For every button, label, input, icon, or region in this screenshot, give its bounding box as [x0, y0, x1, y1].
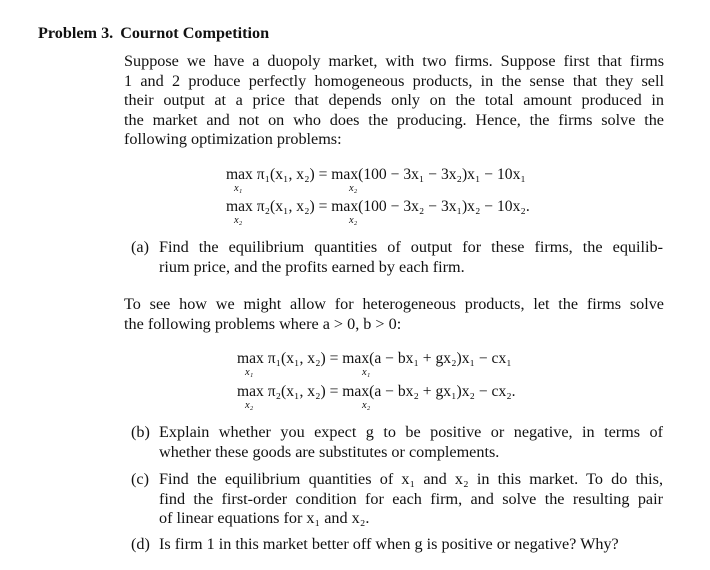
part-a-line: Find the equilibrium quantities of output for these firms, the equilib- — [159, 238, 663, 256]
part-d-label: (d) — [131, 535, 150, 553]
part-b-line: whether these goods are substitutes or complements. — [159, 442, 500, 461]
intro-line: their output at a price that depends only on the total amount produced in — [124, 91, 664, 110]
part-b-text — [159, 423, 663, 462]
equation-firm2-heterogeneous — [237, 383, 516, 411]
part-c-line: Find the equilibrium quantities of x₁ and x₂ in this market. To do this, — [159, 470, 663, 488]
part-c-line: of linear equations for x₁ and x₂. — [159, 509, 370, 528]
intro-line: the market and not on who does the producing. Hence, the firms solve the — [124, 110, 664, 129]
max-subscript: x₁ — [234, 183, 243, 194]
part-d-text — [159, 535, 663, 555]
part-b-line: Explain whether you expect g to be positive or negative, in terms of — [159, 423, 663, 441]
equation-text: max π₁(x₁, x₂) = max(100 − 3x₁ − 3x₂)x₁ − 10x₁ — [226, 166, 526, 183]
intro-paragraph — [124, 52, 664, 150]
part-c-text — [159, 470, 663, 529]
problem-heading — [38, 24, 269, 43]
part-d-line: Is firm 1 in this market better off when g is positive or negative? Why? — [159, 535, 619, 553]
equation-text: max π₁(x₁, x₂) = max(a − bx₁ + gx₂)x₁ − cx₁ — [237, 350, 512, 367]
equation-firm1-homogeneous — [226, 166, 526, 194]
intro-line: following optimization problems: — [124, 130, 342, 149]
equation-text: max π₂(x₁, x₂) = max(100 − 3x₂ − 3x₁)x₂ − 10x₂. — [226, 198, 530, 215]
max-subscript: x₂ — [349, 215, 358, 226]
max-subscript: x₁ — [362, 367, 371, 378]
equation-text: max π₂(x₁, x₂) = max(a − bx₂ + gx₁)x₂ − cx₂. — [237, 383, 516, 400]
equation-firm2-homogeneous — [226, 198, 530, 226]
max-subscript: x₂ — [245, 400, 254, 411]
part-a-line: rium price, and the profits earned by each firm. — [159, 257, 465, 276]
intro-line: Suppose we have a duopoly market, with two firms. Suppose first that firms — [124, 52, 664, 70]
problem-title: Cournot Competition — [120, 24, 270, 42]
transition-paragraph — [124, 295, 664, 334]
part-a-label: (a) — [131, 238, 149, 256]
equation-firm1-heterogeneous — [237, 350, 512, 378]
part-c-line: find the first-order condition for each firm, and solve the resulting pair — [159, 489, 663, 508]
max-subscript: x₂ — [362, 400, 371, 411]
max-subscript: x₂ — [234, 215, 243, 226]
part-c-label: (c) — [131, 470, 149, 488]
max-subscript: x₁ — [245, 367, 254, 378]
problem-number: Problem 3. — [38, 24, 114, 42]
transition-line: To see how we might allow for heterogeneous products, let the firms solve — [124, 295, 664, 313]
part-b-label: (b) — [131, 423, 150, 441]
transition-line: the following problems where a > 0, b > 0: — [124, 314, 402, 333]
part-a-text — [159, 238, 663, 277]
max-subscript: x₂ — [349, 183, 358, 194]
intro-line: 1 and 2 produce perfectly homogeneous products, in the sense that they sell — [124, 71, 664, 90]
